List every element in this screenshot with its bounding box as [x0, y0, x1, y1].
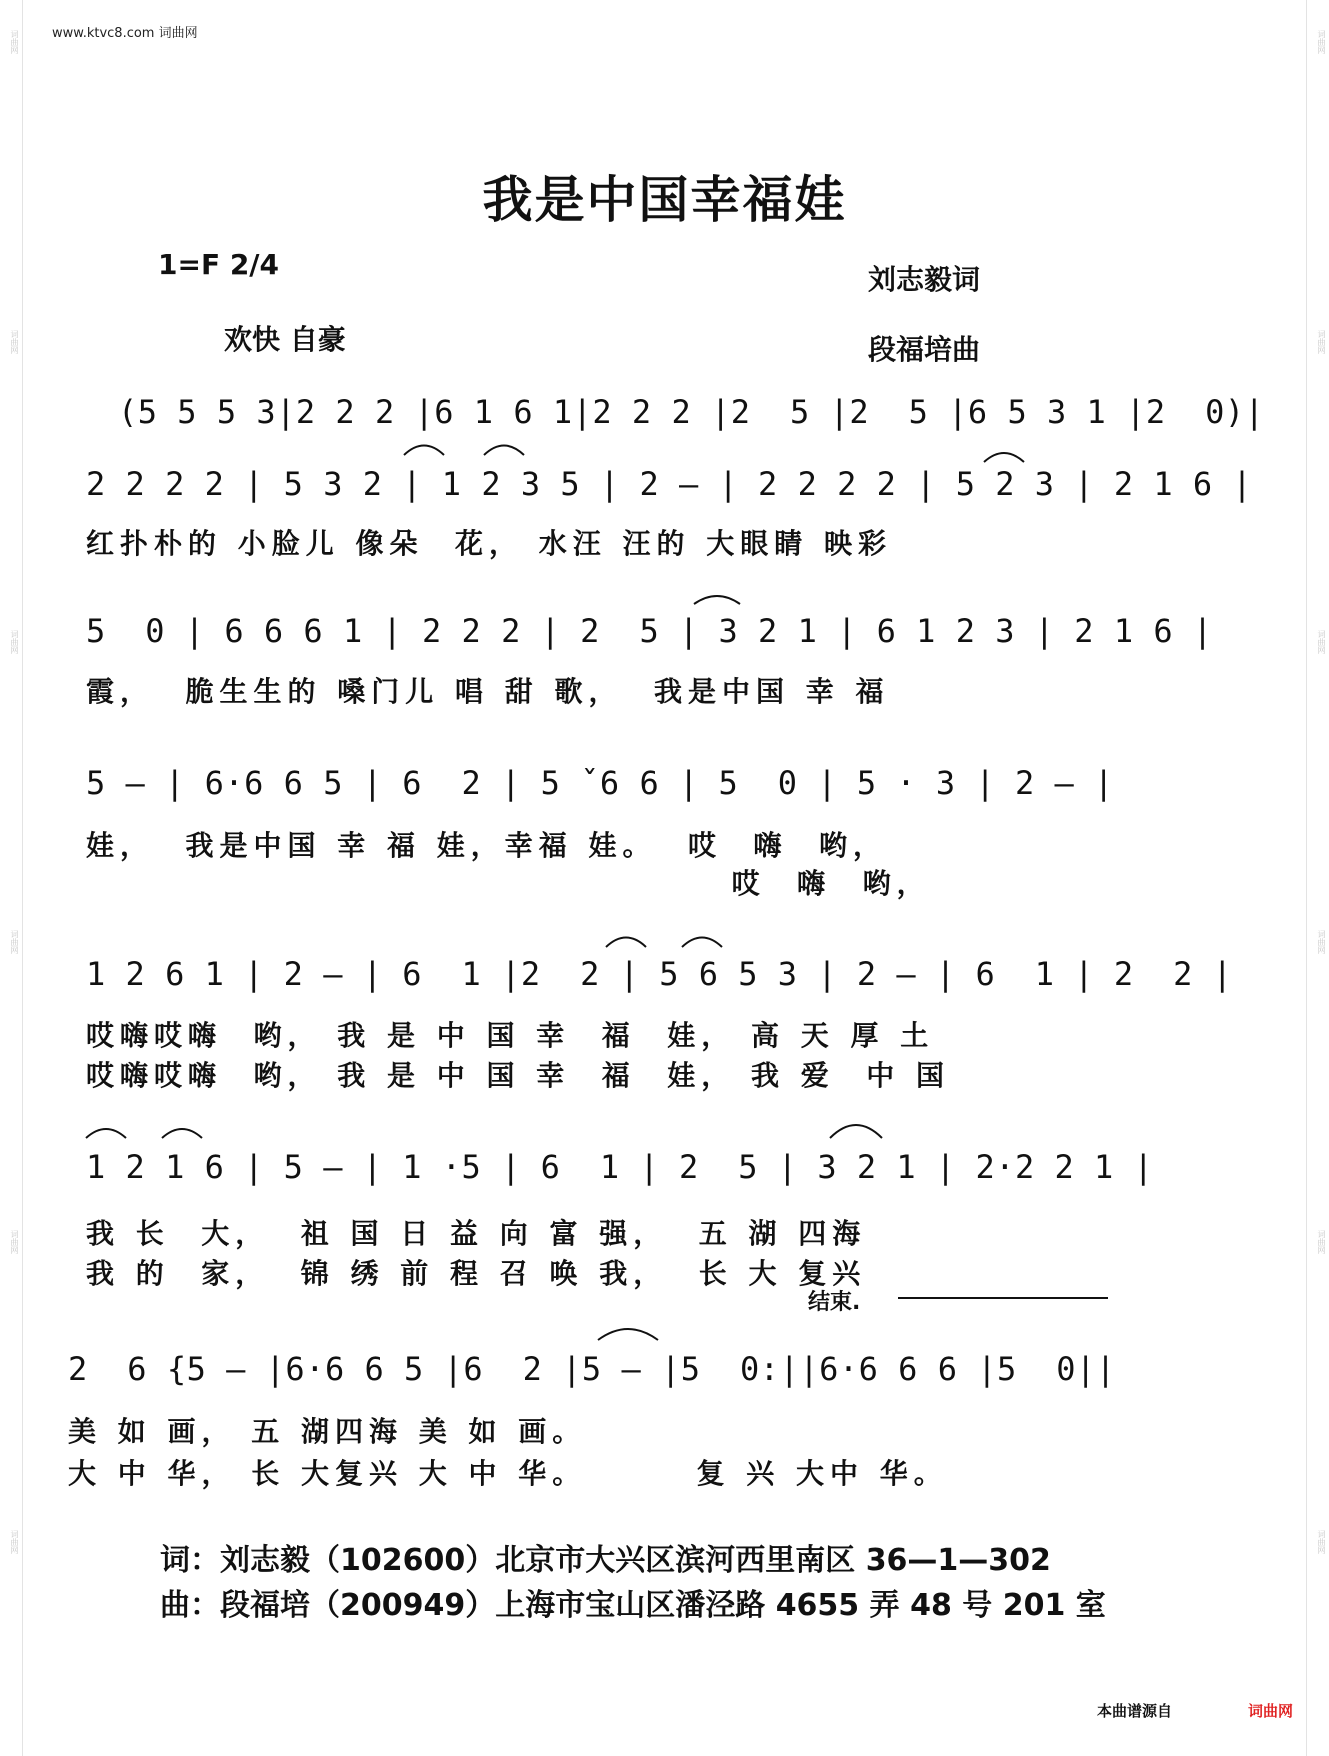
watermark-text: 词曲网 — [1317, 30, 1326, 54]
slur-mark — [682, 938, 722, 948]
lyrics-line-6b: 我 的 家， 锦 绣 前 程 召 唤 我， 长 大 复兴 — [86, 1257, 867, 1290]
score-notes-line-7: 2 6 {5 — |6·6 6 5 |6 2 |5 — |5 0:||6·6 6 6 |5 0|| — [68, 1350, 1116, 1388]
footer-brand-link[interactable]: 词曲网 — [1248, 1702, 1294, 1720]
lyricist-address: 词：刘志毅（102600）北京市大兴区滨河西里南区 36—1—302 — [160, 1543, 1051, 1578]
watermark-text: 词曲网 — [1317, 1230, 1326, 1254]
footer-source: 本曲谱源自 — [1097, 1702, 1173, 1720]
lyrics-line-7a: 美 如 画， 五 湖四海 美 如 画。 — [68, 1415, 713, 1448]
score-notes-line-1: (5 5 5 3|2 2 2 |6 1 6 1|2 2 2 |2 5 |2 5 |6 5 3 1 |2 0)| — [118, 393, 1265, 431]
lyrics-line-4b: 哎 嗨 哟， — [86, 867, 931, 900]
slur-mark — [86, 1129, 126, 1138]
watermark-text: 词曲网 — [1317, 1530, 1326, 1554]
slur-mark — [404, 446, 444, 456]
watermark-text: 词曲网 — [1317, 630, 1326, 654]
watermark-text: 词曲网 — [10, 1230, 19, 1254]
watermark-text: 词曲网 — [10, 330, 19, 354]
lyrics-line-3: 霞， 脆生生的 嗓门儿 唱 甜 歌， 我是中国 幸 福 — [86, 675, 890, 708]
score-notes-line-6: 1 2 1 6 | 5 — | 1 ·5 | 6 1 | 2 5 | 3 2 1 | 2·2 2 1 | — [86, 1148, 1154, 1186]
watermark-text: 词曲网 — [1317, 330, 1326, 354]
slur-mark — [484, 446, 524, 456]
lyrics-line-4a: 娃， 我是中国 幸 福 娃，幸福 娃。 哎 嗨 哟， — [86, 829, 887, 862]
lyrics-line-6a: 我 长 大， 祖 国 日 益 向 富 强， 五 湖 四海 — [86, 1217, 867, 1250]
slur-mark — [984, 453, 1024, 462]
song-title: 我是中国幸福娃 — [482, 171, 847, 229]
composer-address: 曲：段福培（200949）上海市宝山区潘泾路 4655 弄 48 号 201 室 — [160, 1588, 1106, 1623]
composer-credit: 段福培曲 — [868, 333, 981, 366]
slur-mark — [162, 1129, 202, 1138]
lyrics-line-2: 红扑朴的 小脸儿 像朵 花， 水汪 汪的 大眼睛 映彩 — [86, 527, 892, 560]
lyrics-line-5a: 哎嗨哎嗨 哟， 我 是 中 国 幸 福 娃， 高 天 厚 土 — [86, 1019, 935, 1052]
watermark-text: 词曲网 — [10, 930, 19, 954]
ending-label: 结束. — [808, 1290, 861, 1315]
site-url[interactable]: www.ktvc8.com 词曲网 — [52, 26, 198, 41]
slur-mark — [606, 938, 646, 948]
key-signature: 1=F 2/4 — [158, 248, 280, 281]
slur-mark — [694, 596, 740, 604]
lyrics-line-5b: 哎嗨哎嗨 哟， 我 是 中 国 幸 福 娃， 我 爱 中 国 — [86, 1059, 950, 1092]
watermark-text: 词曲网 — [10, 630, 19, 654]
score-notes-line-4: 5 — | 6·6 6 5 | 6 2 | 5 ˇ6 6 | 5 0 | 5 · 3 | 2 — | — [86, 764, 1114, 802]
watermark-text: 词曲网 — [1317, 930, 1326, 954]
tempo-marking: 欢快 自豪 — [224, 323, 346, 356]
slur-mark — [598, 1329, 658, 1340]
lyricist-credit: 刘志毅词 — [868, 263, 981, 296]
watermark-text: 词曲网 — [10, 1530, 19, 1554]
lyrics-line-7b: 大 中 华， 长 大复兴 大 中 华。 复 兴 大中 华。 — [68, 1457, 948, 1490]
slur-mark — [830, 1125, 882, 1138]
score-notes-line-3: 5 0 | 6 6 6 1 | 2 2 2 | 2 5 | 3 2 1 | 6 1 2 3 | 2 1 6 | — [86, 612, 1213, 650]
watermark-text: 词曲网 — [10, 30, 19, 54]
score-notes-line-2: 2 2 2 2 | 5 3 2 | 1 2 3 5 | 2 — | 2 2 2 2 | 5 2 3 | 2 1 6 | — [86, 465, 1253, 503]
score-notes-line-5: 1 2 6 1 | 2 — | 6 1 |2 2 | 5 6 5 3 | 2 — | 6 1 | 2 2 | — [86, 955, 1233, 993]
